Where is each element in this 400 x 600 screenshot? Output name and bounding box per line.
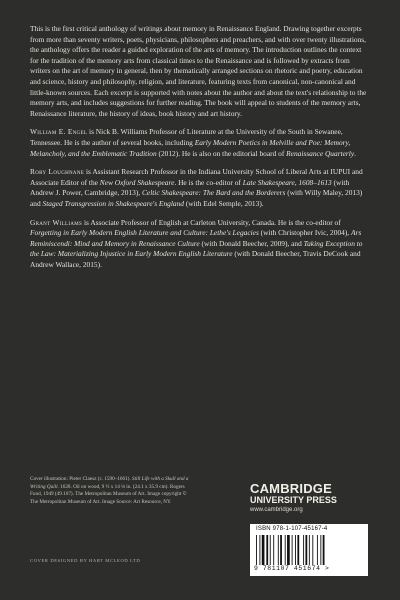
barcode-icon xyxy=(256,535,362,565)
barcode-digits: 9 781107 451674 > xyxy=(254,565,330,572)
cover-designer-credit: COVER DESIGNED BY HART MCLEOD LTD xyxy=(30,558,141,563)
bio-text: (with Donald Beecher, 2009), and xyxy=(199,238,304,248)
bio-text: (with Willy Maley, 2013) and xyxy=(30,188,363,208)
author-name: Rory Loughnane xyxy=(30,167,85,177)
book-title: Forgetting in Early Modern English Literature and Culture: Lethe's Legacies xyxy=(30,228,259,238)
cover-illustration-credit xyxy=(30,476,190,506)
isbn-label: ISBN 978-1-107-45167-4 xyxy=(256,526,328,532)
book-description: This is the first critical anthology of writings about memory in Renaissance England. Drawing together excerpts from more than seventy writers, poets, physicians, philosophers and preachers, and with over twenty illustrations, the anthology offers the reader a guided exploration of the arts of memory. The introduction outlines the context for the tradition of the memory arts from classical times to the Renaissance and is followed by extracts from writers on the art of memory in general, then by thematically arranged sections on rhetoric and poetry, education and science, history and philosophy, religion, and literature, featuring texts from canonical, non-canonical and little-known sources. Each excerpt is supported with notes about the author and about the text's relationship to the memory arts, and includes suggestions for further reading. The book will appeal to students of the memory arts, Renaissance literature, the history of ideas, book history and art history. xyxy=(30,24,367,118)
bio-text: (with Donald Beecher, Travis DeCook and Andrew Wallace, 2015). xyxy=(30,249,361,269)
bio-text: (with Edel Semple, 2013). xyxy=(183,198,264,208)
publisher-url: www.cambridge.org xyxy=(250,507,303,513)
author-bio-loughnane xyxy=(30,167,370,209)
book-title: Staged Transgression in Shakespeare's England xyxy=(42,198,184,208)
bio-text: is Nick B. Williams Professor of Literature at the University of the South in Sewanee, Tennessee. He is the author of several books, including xyxy=(30,127,343,147)
back-cover-text xyxy=(30,24,370,278)
bio-text: (2012). He is also on the editorial board of xyxy=(156,148,287,158)
credit-text: . 1628. Oil on wood, 9 ½ x 14 ⅛ in. (24.1 x 35.9 cm). Rogers Fund, 1949 (49.107). The Metropolitan Museum of Art. Image copyright © The Metropolitan Museum of Art. Image Source: Art Resource, NY. xyxy=(30,483,187,505)
bio-text: (with Andrew J. Power, Cambridge, 2013), xyxy=(30,177,350,198)
book-title: Ars Reminiscendi: Mind and Memory in Renaissance Culture xyxy=(30,228,362,248)
journal-title: Renaissance Quarterly xyxy=(286,148,355,158)
author-name: William E. Engel xyxy=(30,127,88,137)
book-title: Celtic Shakespeare: The Bard and the Borderers xyxy=(141,188,286,198)
book-title: Early Modern Poetics in Melville and Poe: Memory, Melancholy, and the Emblematic Tradition xyxy=(30,137,351,158)
bio-text: is Assistant Research Professor in the Indiana University School of Liberal Arts at IUPUI and Associate Editor of the xyxy=(30,167,363,187)
cover-footer xyxy=(30,466,370,576)
publisher-logo xyxy=(250,482,368,515)
credit-text: Cover illustration: Pieter Claesz (c. 1590–1661). xyxy=(30,476,132,482)
book-title: Taking Exception to the Law: Materializing Injustice in Early Modern English Literature xyxy=(30,238,363,259)
bio-text: . He is the co-editor of xyxy=(174,177,243,187)
bio-text: is Associate Professor of English at Carleton University, Canada. He is the co-editor of xyxy=(82,217,341,227)
author-bio-engel xyxy=(30,127,370,159)
book-title: New Oxford Shakespeare xyxy=(99,177,175,187)
painting-title: Still Life with a Skull and a Writing Quill xyxy=(30,476,189,490)
publisher-name: CAMBRIDGE xyxy=(250,481,332,496)
book-title: Late Shakespeare, 1608–1613 xyxy=(242,177,332,187)
bio-text: . xyxy=(354,148,356,158)
isbn-barcode xyxy=(250,524,368,576)
publisher-press: UNIVERSITY PRESS xyxy=(250,495,337,505)
bio-text: (with Christopher Ivic, 2004), xyxy=(258,228,351,238)
author-name: Grant Williams xyxy=(30,217,83,227)
author-bio-williams xyxy=(30,218,370,271)
